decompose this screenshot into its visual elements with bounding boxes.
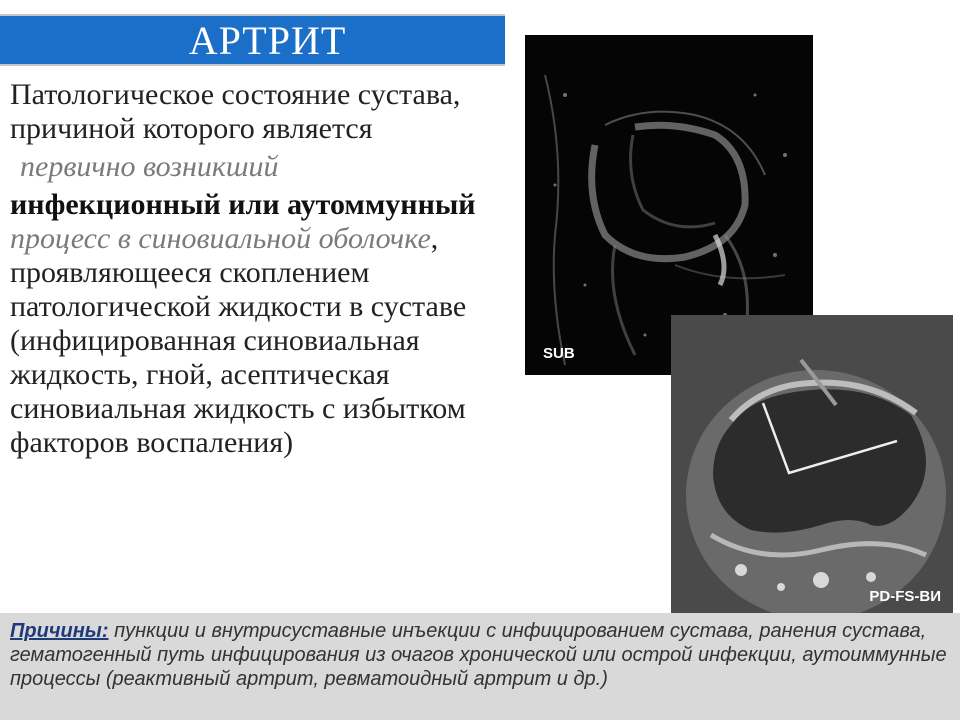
title-bar — [0, 16, 505, 64]
slide-title: АРТРИТ — [188, 17, 347, 63]
causes-body: пункции и внутрисуставные инъекции с инфицированием сустава, ранения сустава, гематогенный путь инфицирования из очагов хронической или острой инфекции, аутоиммунные процессы (реактивный артрит, ревматоидный артрит и др.) — [10, 620, 947, 690]
mri-pd-fs-drawing — [671, 315, 953, 615]
causes-text — [10, 619, 950, 691]
definition-part2: первично возникший — [20, 150, 279, 183]
causes-box — [0, 613, 960, 720]
definition-part5: , проявляющееся скоплением патологической жидкости в суставе (инфицированная синовиальная жидкость, гной, асептическая синовиальная жидкость с избытком факторов воспаления) — [10, 222, 467, 459]
mri-image-pd-fs — [671, 315, 953, 615]
mri-label-pd-fs: PD-FS-ВИ — [869, 588, 941, 605]
mri-label-sub: SUB — [543, 345, 575, 362]
definition-part4: процесс в синовиальной оболочке — [10, 222, 431, 255]
definition-rest — [10, 188, 505, 460]
definition-text — [10, 78, 505, 460]
causes-label: Причины: — [10, 620, 109, 642]
definition-part3: инфекционный или аутоммунный — [10, 188, 476, 221]
definition-part1: Патологическое состояние сустава, причиной которого является — [10, 78, 461, 145]
